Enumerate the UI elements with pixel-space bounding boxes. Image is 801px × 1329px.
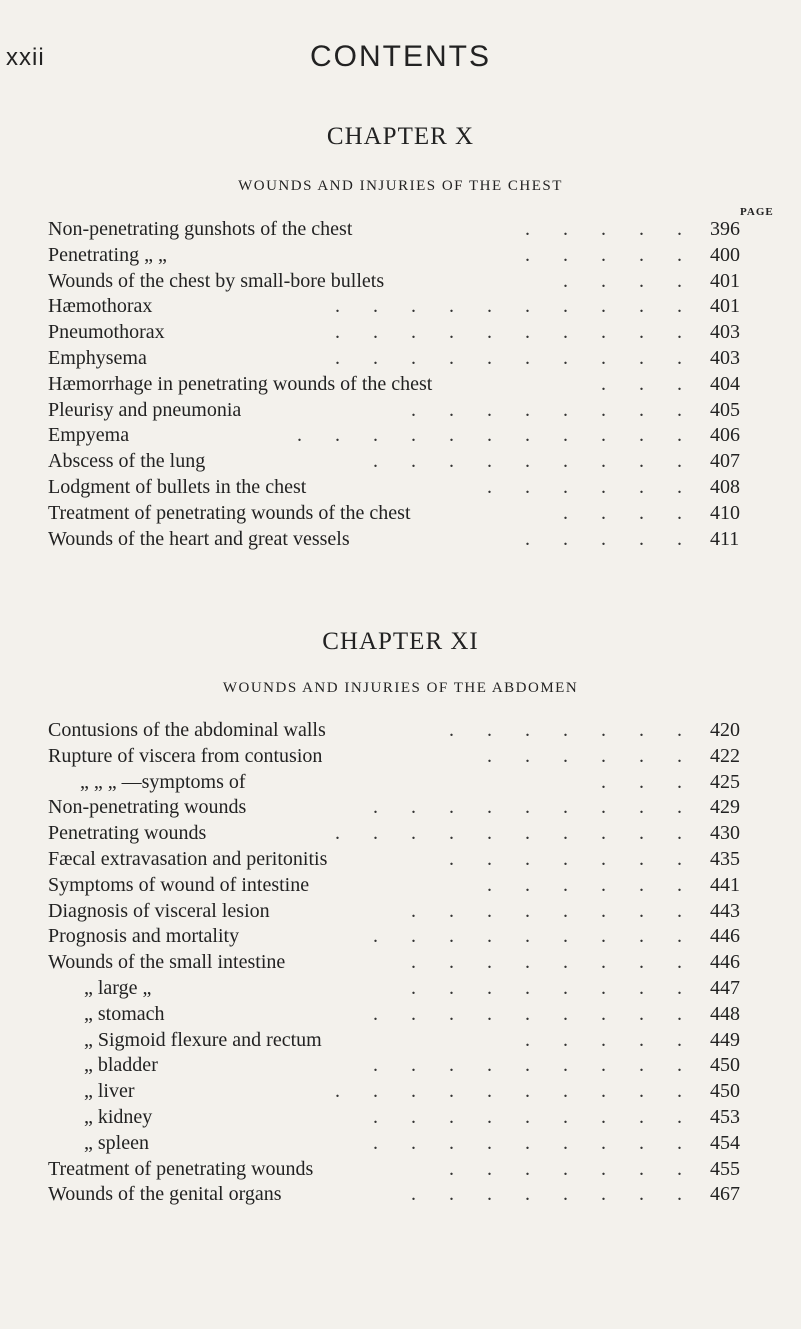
entry-page-number: 407 bbox=[710, 450, 740, 473]
entry-title: „ „ „ —symptoms of bbox=[80, 770, 246, 793]
entry-page-number: 435 bbox=[710, 847, 740, 870]
entry-title: Abscess of the lung bbox=[48, 450, 206, 473]
entry-page-number: 404 bbox=[710, 372, 740, 395]
entry-page-number: 453 bbox=[710, 1105, 740, 1128]
dot-leader: . . . . . . . . . bbox=[373, 450, 696, 473]
dot-leader: . . . . . . . . . bbox=[373, 1105, 696, 1128]
dot-leader: . . . . . . . . . bbox=[373, 1054, 696, 1077]
toc-entry bbox=[48, 795, 748, 821]
entry-page-number: 450 bbox=[710, 1080, 740, 1103]
toc-entry bbox=[48, 346, 748, 372]
toc-entry bbox=[48, 770, 748, 796]
toc-entry bbox=[48, 873, 748, 899]
entry-page-number: 401 bbox=[710, 269, 740, 292]
dot-leader: . . . . . . . . . bbox=[373, 1002, 696, 1025]
toc-entry bbox=[48, 449, 748, 475]
toc-entry bbox=[48, 1079, 748, 1105]
entry-page-number: 403 bbox=[710, 346, 740, 369]
entry-title: „ bladder bbox=[84, 1054, 158, 1077]
entry-title: Wounds of the heart and great vessels bbox=[48, 527, 350, 550]
entry-page-number: 400 bbox=[710, 243, 740, 266]
page-header bbox=[0, 40, 801, 84]
entry-page-number: 420 bbox=[710, 719, 740, 741]
entry-title: „ Sigmoid flexure and rectum bbox=[84, 1028, 322, 1051]
toc-entry bbox=[48, 1002, 748, 1028]
dot-leader: . . . . . . bbox=[487, 873, 696, 896]
dot-leader: . . . . . . . . . . . bbox=[297, 424, 696, 447]
page-column-label: PAGE bbox=[740, 206, 774, 218]
entry-title: Wounds of the genital organs bbox=[48, 1183, 282, 1206]
entry-title: Diagnosis of visceral lesion bbox=[48, 899, 270, 922]
entry-title: Wounds of the small intestine bbox=[48, 951, 286, 974]
entry-title: Lodgment of bullets in the chest bbox=[48, 475, 307, 498]
dot-leader: . . . . . . . . . bbox=[373, 925, 696, 948]
entry-title: Rupture of viscera from contusion bbox=[48, 744, 323, 767]
entry-title: Pleurisy and pneumonia bbox=[48, 398, 242, 421]
entry-page-number: 443 bbox=[710, 899, 740, 922]
dot-leader: . . . . . bbox=[525, 1028, 696, 1051]
chapter-xi-entries bbox=[48, 718, 748, 1208]
entry-title: Hæmorrhage in penetrating wounds of the chest bbox=[48, 372, 433, 395]
entry-title: Empyema bbox=[48, 424, 130, 447]
toc-entry bbox=[48, 1105, 748, 1131]
entry-page-number: 405 bbox=[710, 398, 740, 421]
entry-page-number: 406 bbox=[710, 424, 740, 447]
entry-page-number: 441 bbox=[710, 873, 740, 896]
dot-leader: . . . . . . . . . bbox=[373, 1131, 696, 1154]
entry-title: Symptoms of wound of intestine bbox=[48, 873, 310, 896]
entry-page-number: 408 bbox=[710, 475, 740, 498]
entry-title: Pneumothorax bbox=[48, 321, 165, 344]
chapter-x-heading: CHAPTER X bbox=[326, 123, 475, 150]
toc-entry bbox=[48, 1053, 748, 1079]
entry-title: Non-penetrating gunshots of the chest bbox=[48, 218, 353, 240]
dot-leader: . . . . bbox=[563, 501, 696, 524]
entry-title: Non-penetrating wounds bbox=[48, 796, 247, 819]
toc-entry bbox=[48, 527, 748, 553]
toc-entry bbox=[48, 269, 748, 295]
toc-entry bbox=[48, 821, 748, 847]
dot-leader: . . . . . . . . . . bbox=[335, 321, 696, 344]
entry-title: „ kidney bbox=[84, 1105, 153, 1128]
dot-leader: . . . . . . . . . . bbox=[335, 822, 696, 845]
dot-leader: . . . . . . . . bbox=[411, 951, 696, 974]
page-number: xxii bbox=[6, 44, 45, 71]
entry-page-number: 396 bbox=[710, 218, 740, 240]
toc-entry bbox=[48, 243, 748, 269]
dot-leader: . . . . . . . . bbox=[411, 899, 696, 922]
entry-page-number: 467 bbox=[710, 1183, 740, 1206]
entry-title: Treatment of penetrating wounds of the chest bbox=[48, 501, 411, 524]
entry-page-number: 446 bbox=[710, 951, 740, 974]
toc-entry bbox=[48, 976, 748, 1002]
chapter-x-subtitle: WOUNDS AND INJURIES OF THE CHEST bbox=[238, 178, 563, 194]
toc-entry bbox=[48, 294, 748, 320]
dot-leader: . . . . . . . bbox=[449, 1157, 696, 1180]
entry-page-number: 401 bbox=[710, 295, 740, 318]
entry-page-number: 410 bbox=[710, 501, 740, 524]
dot-leader: . . . . . . bbox=[487, 744, 696, 767]
entry-page-number: 454 bbox=[710, 1131, 740, 1154]
entry-page-number: 447 bbox=[710, 976, 740, 999]
chapter-xi-subtitle: WOUNDS AND INJURIES OF THE ABDOMEN bbox=[222, 680, 579, 696]
toc-entry bbox=[48, 372, 748, 398]
dot-leader: . . . bbox=[601, 770, 696, 793]
entry-title: Treatment of penetrating wounds bbox=[48, 1157, 314, 1180]
dot-leader: . . . . . . . bbox=[449, 847, 696, 870]
toc-entry bbox=[48, 217, 748, 243]
dot-leader: . . . . . bbox=[525, 243, 696, 266]
chapter-xi-heading: CHAPTER XI bbox=[322, 628, 479, 655]
entry-page-number: 422 bbox=[710, 744, 740, 767]
dot-leader: . . . . . bbox=[525, 218, 696, 240]
entry-title: Contusions of the abdominal walls bbox=[48, 719, 326, 741]
entry-title: Hæmothorax bbox=[48, 295, 153, 318]
entry-page-number: 450 bbox=[710, 1054, 740, 1077]
toc-entry bbox=[48, 744, 748, 770]
dot-leader: . . . . bbox=[563, 269, 696, 292]
toc-entry bbox=[48, 320, 748, 346]
toc-entry bbox=[48, 475, 748, 501]
toc-entry bbox=[48, 398, 748, 424]
toc-entry bbox=[48, 1131, 748, 1157]
dot-leader: . . . . . . . . . . bbox=[335, 295, 696, 318]
entry-page-number: 446 bbox=[710, 925, 740, 948]
toc-entry bbox=[48, 501, 748, 527]
dot-leader: . . . . . . . . bbox=[411, 1183, 696, 1206]
entry-title: Fæcal extravasation and peritonitis bbox=[48, 847, 328, 870]
chapter-x-entries bbox=[48, 217, 748, 552]
dot-leader: . . . . . . bbox=[487, 475, 696, 498]
entry-page-number: 455 bbox=[710, 1157, 740, 1180]
entry-page-number: 430 bbox=[710, 822, 740, 845]
toc-entry bbox=[48, 1157, 748, 1183]
toc-entry bbox=[48, 847, 748, 873]
dot-leader: . . . . . . . . bbox=[411, 398, 696, 421]
entry-title: „ large „ bbox=[84, 976, 152, 999]
entry-page-number: 429 bbox=[710, 796, 740, 819]
entry-title: Wounds of the chest by small-bore bullets bbox=[48, 269, 385, 292]
entry-title: Prognosis and mortality bbox=[48, 925, 240, 948]
toc-entry bbox=[48, 718, 748, 744]
toc-entry bbox=[48, 950, 748, 976]
entry-page-number: 425 bbox=[710, 770, 740, 793]
entry-title: Penetrating wounds bbox=[48, 822, 207, 845]
dot-leader: . . . . . . . . . bbox=[373, 796, 696, 819]
dot-leader: . . . . . bbox=[525, 527, 696, 550]
toc-entry bbox=[48, 1028, 748, 1054]
entry-title: „ liver bbox=[84, 1080, 135, 1103]
entry-page-number: 411 bbox=[710, 527, 740, 550]
entry-title: „ spleen bbox=[84, 1131, 149, 1154]
dot-leader: . . . bbox=[601, 372, 696, 395]
entry-title: „ stomach bbox=[84, 1002, 165, 1025]
toc-entry bbox=[48, 899, 748, 925]
entry-page-number: 448 bbox=[710, 1002, 740, 1025]
entry-title: Emphysema bbox=[48, 346, 147, 369]
dot-leader: . . . . . . . . . . bbox=[335, 1080, 696, 1103]
entry-page-number: 403 bbox=[710, 321, 740, 344]
toc-entry bbox=[48, 924, 748, 950]
toc-entry bbox=[48, 1182, 748, 1208]
dot-leader: . . . . . . . . . . bbox=[335, 346, 696, 369]
dot-leader: . . . . . . . . bbox=[411, 976, 696, 999]
page-title: CONTENTS bbox=[310, 40, 491, 73]
entry-page-number: 449 bbox=[710, 1028, 740, 1051]
entry-title: Penetrating „ „ bbox=[48, 243, 167, 266]
toc-entry bbox=[48, 423, 748, 449]
dot-leader: . . . . . . . bbox=[449, 719, 696, 741]
